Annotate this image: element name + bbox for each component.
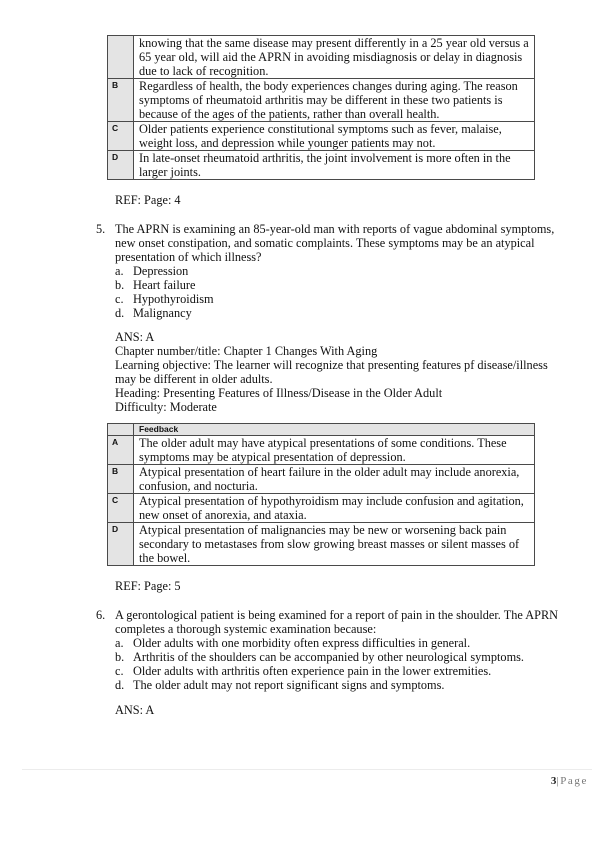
feedback-letter	[108, 36, 134, 79]
option-text: The older adult may not report significant signs and symptoms.	[133, 678, 445, 692]
question-6-answer: ANS: A	[115, 703, 155, 717]
heading: Heading: Presenting Features of Illness/Disease in the Older Adult	[115, 386, 443, 400]
learning-objective-cont: may be different in older adults.	[115, 372, 273, 386]
question-stem	[115, 608, 559, 636]
feedback-text: Atypical presentation of heart failure in the older adult may include anorexia, confusion, and nocturia.	[134, 465, 535, 494]
option-text: Malignancy	[133, 306, 192, 320]
option-label: d.	[115, 678, 125, 692]
option-text: Older adults with arthritis often experience pain in the lower extremities.	[133, 664, 492, 678]
question-6	[96, 608, 559, 692]
option-b	[115, 650, 546, 664]
option-text: Hypothyroidism	[133, 292, 214, 306]
options-list	[115, 636, 546, 692]
option-label: c.	[115, 664, 124, 678]
page-number: 3	[550, 775, 557, 787]
feedback-row	[108, 523, 535, 566]
feedback-row	[108, 436, 535, 465]
page-label: Page	[560, 775, 588, 787]
feedback-header-blank	[108, 424, 134, 436]
option-text: Depression	[133, 264, 189, 278]
option-label: d.	[115, 306, 125, 320]
difficulty: Difficulty: Moderate	[115, 400, 217, 414]
option-text: Arthritis of the shoulders can be accompanied by other neurological symptoms.	[133, 650, 525, 664]
stem-line: completes a thorough systemic examination because:	[115, 622, 377, 636]
footer-separator: |	[556, 775, 561, 787]
option-label: a.	[115, 264, 124, 278]
feedback-text: In late-onset rheumatoid arthritis, the joint involvement is more often in the larger joints.	[134, 151, 535, 180]
option-text: Older adults with one morbidity often express difficulties in general.	[133, 636, 471, 650]
option-d	[115, 306, 546, 320]
question-stem	[115, 222, 555, 264]
feedback-text: The older adult may have atypical presentations of some conditions. These symptoms may be atypical presentation of depression.	[134, 436, 535, 465]
feedback-text: Older patients experience constitutional symptoms such as fever, malaise, weight loss, and depression while younger patients may not.	[134, 122, 535, 151]
feedback-letter: C	[108, 122, 134, 151]
feedback-text: Atypical presentation of hypothyroidism may include confusion and agitation, new onset of anorexia, and ataxia.	[134, 494, 535, 523]
chapter: Chapter number/title: Chapter 1 Changes With Aging	[115, 344, 378, 358]
feedback-row	[108, 494, 535, 523]
footer-divider	[22, 769, 592, 770]
feedback-letter: D	[108, 151, 134, 180]
feedback-letter: A	[108, 436, 134, 465]
prev-feedback-table	[107, 35, 535, 180]
stem-line: new onset constipation, and somatic complaints. These symptoms may be an atypical	[115, 236, 535, 250]
answer: ANS: A	[115, 330, 155, 344]
feedback-text: knowing that the same disease may present differently in a 25 year old versus a 65 year old, will aid the APRN in avoiding misdiagnosis or delay in diagnosis due to lack of recognition.	[134, 36, 535, 79]
option-label: a.	[115, 636, 124, 650]
option-d	[115, 678, 546, 692]
page-footer	[551, 774, 588, 788]
option-b	[115, 278, 546, 292]
ref-page-4: REF: Page: 4	[115, 193, 181, 207]
options-list	[115, 264, 546, 320]
feedback-header: Feedback	[134, 424, 535, 436]
feedback-text: Regardless of health, the body experiences changes during aging. The reason symptoms of rheumatoid arthritis may be different in these two patients is because of the ages of the patients, rather than overall health.	[134, 79, 535, 122]
learning-objective: Learning objective: The learner will recognize that presenting features pf disease/illness	[115, 358, 548, 372]
ref-page-5: REF: Page: 5	[115, 579, 181, 593]
feedback-letter: D	[108, 523, 134, 566]
feedback-letter: C	[108, 494, 134, 523]
option-text: Heart failure	[133, 278, 196, 292]
question-5	[96, 222, 555, 320]
option-a	[115, 636, 546, 650]
feedback-row	[108, 151, 535, 180]
option-label: b.	[115, 650, 125, 664]
feedback-row	[108, 79, 535, 122]
q5-feedback-table	[107, 423, 535, 566]
stem-line: The APRN is examining an 85-year-old man with reports of vague abdominal symptoms,	[115, 222, 555, 236]
feedback-text: Atypical presentation of malignancies may be new or worsening back pain secondary to metastases from slow growing breast masses or silent masses of the bowel.	[134, 523, 535, 566]
option-label: b.	[115, 278, 125, 292]
feedback-letter: B	[108, 465, 134, 494]
option-a	[115, 264, 546, 278]
stem-line: presentation of which illness?	[115, 250, 262, 264]
feedback-row	[108, 36, 535, 79]
option-c	[115, 292, 546, 306]
option-label: c.	[115, 292, 124, 306]
feedback-letter: B	[108, 79, 134, 122]
stem-line: A gerontological patient is being examined for a report of pain in the shoulder. The APRN	[115, 608, 559, 622]
feedback-row	[108, 122, 535, 151]
option-c	[115, 664, 546, 678]
question-number: 5.	[96, 222, 106, 236]
feedback-row	[108, 465, 535, 494]
question-number: 6.	[96, 608, 106, 622]
feedback-header-row	[108, 424, 535, 436]
question-5-meta	[115, 330, 548, 414]
